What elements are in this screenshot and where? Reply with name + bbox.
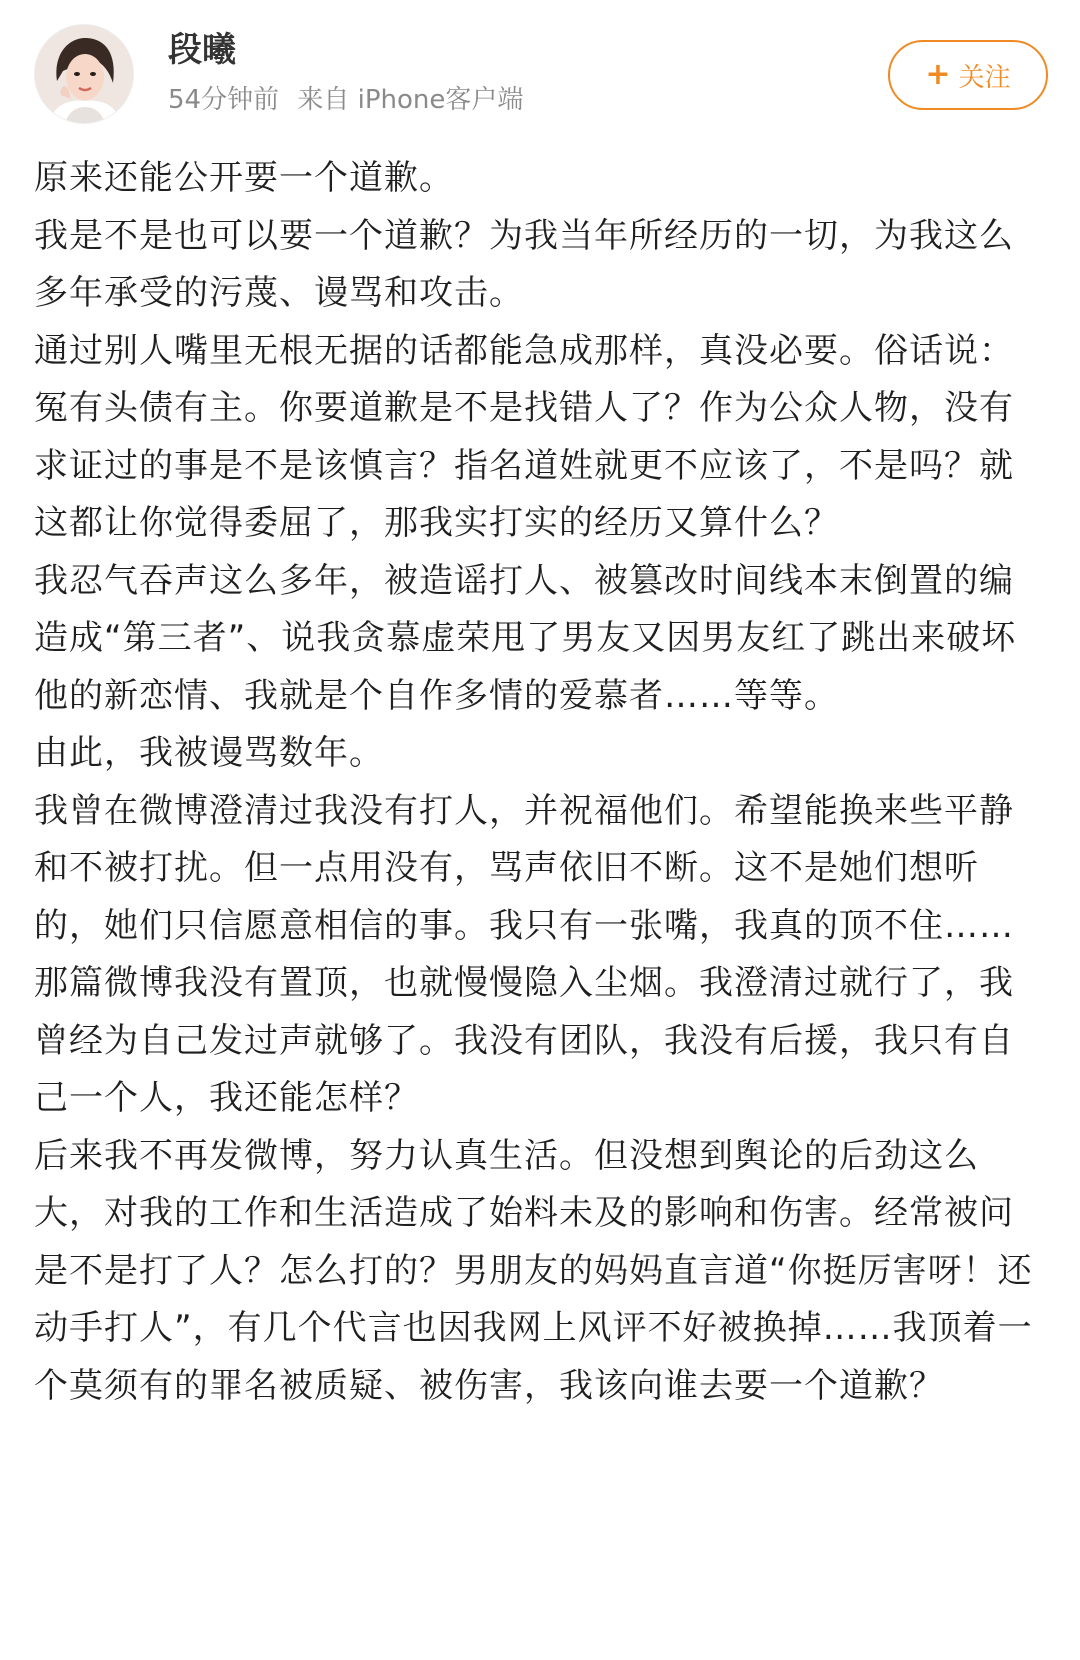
avatar-portrait-icon — [35, 25, 133, 123]
post-paragraph: 我曾在微博澄清过我没有打人，并祝福他们。希望能换来些平静和不被打扰。但一点用没有，骂声依旧不断。这不是她们想听的，她们只信愿意相信的事。我只有一张嘴，我真的顶不住…… — [34, 790, 1014, 946]
user-info — [168, 28, 768, 118]
post-paragraph: 由此，我被谩骂数年。 — [34, 733, 384, 773]
post-paragraph: 后来我不再发微博，努力认真生活。但没想到舆论的后劲这么大，对我的工作和生活造成了始料未及的影响和伤害。经常被问是不是打了人？怎么打的？男朋友的妈妈直言道“你挺厉害呀！还动手打人”，有几个代言也因我网上风评不好被换掉……我顶着一个莫须有的罪名被质疑、被伤害，我该向谁去要一个道歉？ — [34, 1135, 1033, 1406]
post-paragraph: 我忍气吞声这么多年，被造谣打人、被篡改时间线本末倒置的编造成“第三者”、说我贪慕虚荣甩了男友又因男友红了跳出来破坏他的新恋情、我就是个自作多情的爱慕者……等等。 — [34, 560, 1017, 716]
post-time: 54分钟前 — [168, 85, 280, 115]
post-meta — [168, 82, 768, 118]
post-paragraph: 原来还能公开要一个道歉。 — [34, 158, 454, 198]
post-source: 来自 iPhone客户端 — [297, 85, 524, 115]
author-name[interactable]: 段曦 — [168, 30, 236, 70]
plus-icon: + — [925, 57, 951, 92]
post-paragraph: 我是不是也可以要一个道歉？为我当年所经历的一切，为我这么多年承受的污蔑、谩骂和攻击。 — [34, 215, 1014, 313]
follow-button-label: 关注 — [958, 62, 1011, 93]
follow-button[interactable] — [888, 40, 1048, 110]
avatar[interactable] — [34, 24, 134, 124]
post-paragraph: 那篇微博我没有置顶，也就慢慢隐入尘烟。我澄清过就行了，我曾经为自己发过声就够了。我没有团队，我没有后援，我只有自己一个人，我还能怎样？ — [34, 963, 1014, 1118]
post-paragraph: 通过别人嘴里无根无据的话都能急成那样，真没必要。俗话说：冤有头债有主。你要道歉是不是找错人了？作为公众人物，没有求证过的事是不是该慎言？指名道姓就更不应该了，不是吗？就这都让你觉得委屈了，那我实打实的经历又算什么？ — [34, 330, 1014, 543]
post-content — [34, 150, 1044, 1415]
post-header — [0, 0, 1080, 140]
